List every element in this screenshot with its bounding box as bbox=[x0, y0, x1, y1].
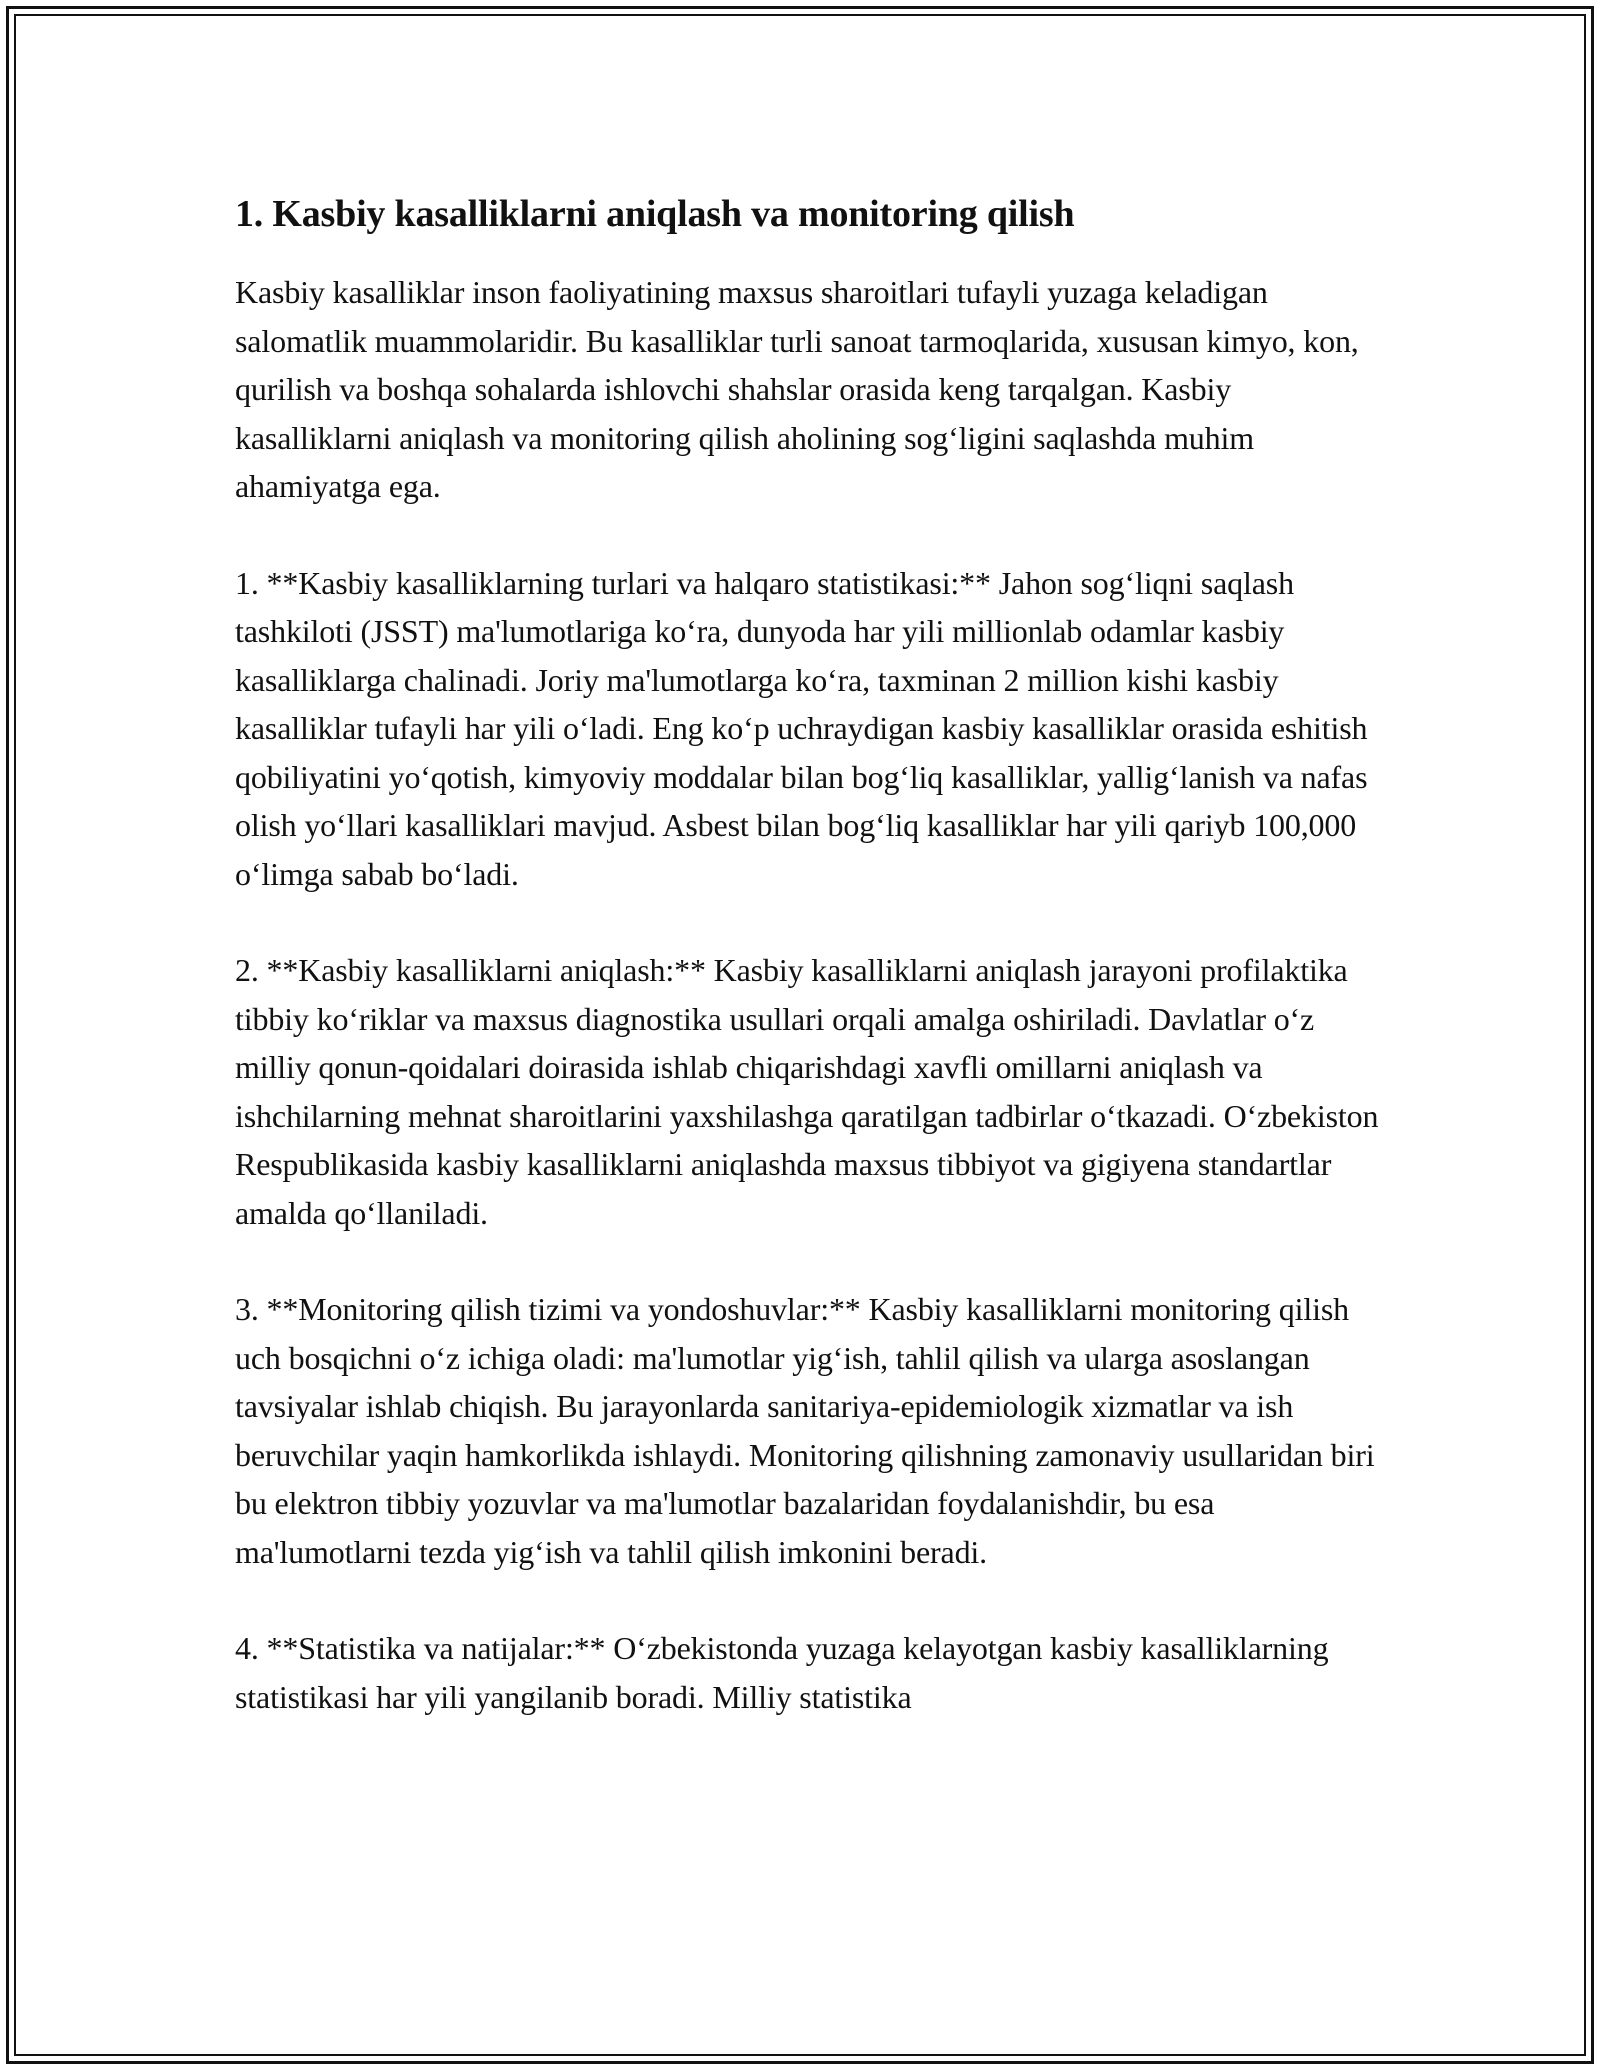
intro-paragraph: Kasbiy kasalliklar inson faoliyatining maxsus sharoitlari tufayli yuzaga keladigan salomatlik muammolaridir. Bu kasalliklar turli sanoat tarmoqlarida, xususan kimyo, kon, qurilish va boshqa sohalarda ishlovchi shahslar orasida keng tarqalgan. Kasbiy kasalliklarni aniqlash va monitoring qilish aholining sog‘ligini saqlashda muhim ahamiyatga ega. bbox=[235, 274, 1359, 504]
document-body bbox=[235, 186, 1395, 1769]
paragraph-monitoring: 3. **Monitoring qilish tizimi va yondoshuvlar:** Kasbiy kasalliklarni monitoring qilish uch bosqichni o‘z ichiga oladi: ma'lumotlar yig‘ish, tahlil qilish va ularga asoslangan tavsiyalar ishlab chiqish. Bu jarayonlarda sanitariya-epidemiologik xizmatlar va ish beruvchilar yaqin hamkorlikda ishlaydi. Monitoring qilishning zamonaviy usullaridan biri bu elektron tibbiy yozuvlar va ma'lumotlar bazalaridan foydalanishdir, bu esa ma'lumotlarni tezda yig‘ish va tahlil qilish imkonini beradi. bbox=[235, 1291, 1375, 1570]
section-title: 1. Kasbiy kasalliklarni aniqlash va monitoring qilish bbox=[235, 193, 1075, 235]
paragraph-disease-types: 1. **Kasbiy kasalliklarning turlari va halqaro statistikasi:** Jahon sog‘liqni saqlash tashkiloti (JSST) ma'lumotlariga ko‘ra, dunyoda har yili millionlab odamlar kasbiy kasalliklarga chalinadi. Joriy ma'lumotlarga ko‘ra, taxminan 2 million kishi kasbiy kasalliklar tufayli har yili o‘ladi. Eng ko‘p uchraydigan kasbiy kasalliklar orasida eshitish qobiliyatini yo‘qotish, kimyoviy moddalar bilan bog‘liq kasalliklar, yallig‘lanish va nafas olish yo‘llari kasalliklari mavjud. Asbest bilan bog‘liq kasalliklar har yili qariyb 100,000 o‘limga sabab bo‘ladi. bbox=[235, 564, 1368, 892]
paragraph-statistics: 4. **Statistika va natijalar:** O‘zbekistonda yuzaga kelayotgan kasbiy kasalliklarning statistikasi har yili yangilanib boradi. Milliy statistika bbox=[235, 1630, 1329, 1715]
paragraph-detection: 2. **Kasbiy kasalliklarni aniqlash:** Kasbiy kasalliklarni aniqlash jarayoni profilaktika tibbiy ko‘riklar va maxsus diagnostika usullari orqali amalga oshiriladi. Davlatlar o‘z milliy qonun-qoidalari doirasida ishlab chiqarishdagi xavfli omillarni aniqlash va ishchilarning mehnat sharoitlarini yaxshilashga qaratilgan tadbirlar o‘tkazadi. O‘zbekiston Respublikasida kasbiy kasalliklarni aniqlashda maxsus tibbiyot va gigiyena standartlar amalda qo‘llaniladi. bbox=[235, 952, 1379, 1231]
